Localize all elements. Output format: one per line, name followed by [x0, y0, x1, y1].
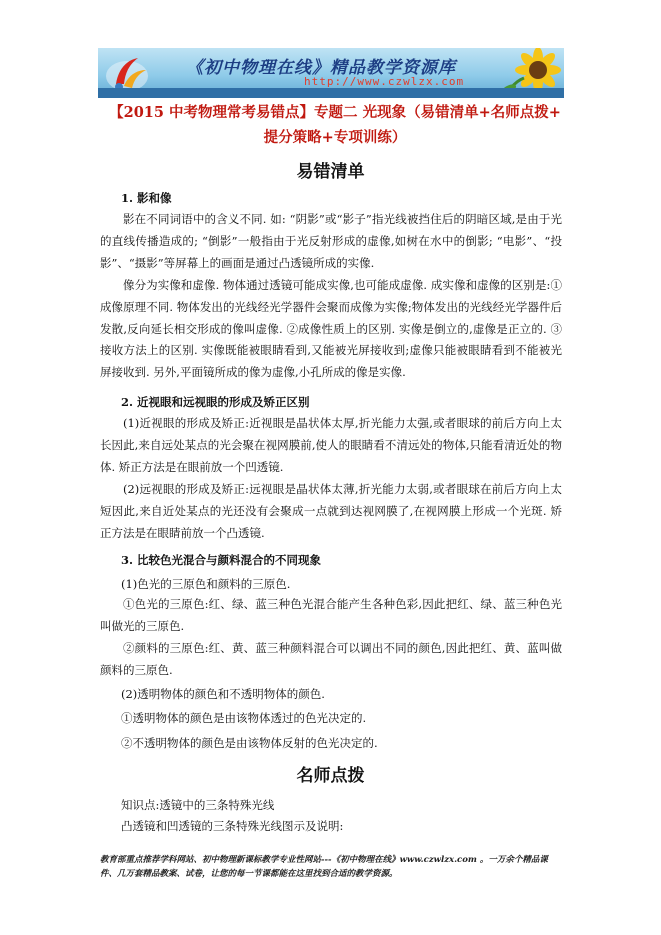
item-3-paragraph-1: ①色光的三原色:红、绿、蓝三种色光混合能产生各种色彩,因此把红、绿、蓝三种色光叫做光的三原色. [100, 597, 562, 633]
item-3-line-4: ②不透明物体的颜色是由该物体反射的色光决定的. [121, 736, 378, 750]
item-3-paragraph-2: ②颜料的三原色:红、黄、蓝三种颜料混合可以调出不同的颜色,因此把红、黄、蓝叫做颜料的三原色. [100, 641, 562, 677]
item-1-heading: 1. 影和像 [121, 191, 172, 205]
header-banner [98, 48, 564, 98]
item-1-paragraph-2: 像分为实像和虚像. 物体通过透镜可能成实像,也可能成虚像. 成实像和虚像的区别是:①成像原理不同. 物体发出的光线经光学器件会聚而成像为实像;物体发出的光线经光学器件后发散,反向延长相交形成的像叫虚像. ②成像性质上的区别. 实像是倒立的,虚像是正立的. ③接收方法上的区别. 实像既能被眼睛看到,又能被光屏接收到;虚像只能被眼睛看到不能被光屏接收到. 另外,平面镜所成的像为虚像,小孔所成的像是实像. [100, 278, 562, 380]
item-2-heading: 2. 近视眼和远视眼的形成及矫正区别 [121, 395, 310, 409]
banner-title: 《初中物理在线》精品教学资源库 [186, 58, 456, 78]
section-title-errors: 易错清单 [296, 162, 365, 182]
banner-url: http://www.czwlzx.com [304, 75, 465, 88]
item-3-heading: 3. 比较色光混合与颜料混合的不同现象 [121, 553, 322, 567]
item-3-line-3: ①透明物体的颜色是由该物体透过的色光决定的. [121, 711, 367, 725]
item-2-paragraph-1: (1)近视眼的形成及矫正:近视眼是晶状体太厚,折光能力太强,或者眼球的前后方向上太长因此,来自远处某点的光会聚在视网膜前,使人的眼睛看不清远处的物体,只能看清近处的物体. 矫正方法是在眼前放一个凹透镜. [100, 416, 562, 474]
tips-line-1: 知识点:透镜中的三条特殊光线 [121, 798, 275, 812]
item-2-paragraph-2: (2)远视眼的形成及矫正:远视眼是晶状体太薄,折光能力太弱,或者眼球在前后方向上太短因此,来自近处某点的光还没有会聚成一点就到达视网膜了,在视网膜上形成一个光斑. 矫正方法是在眼睛前放一个凸透镜. [100, 482, 562, 540]
document-title-line-2: 提分策略+专项训练） [263, 129, 407, 146]
section-title-tips: 名师点拨 [296, 766, 365, 786]
tips-line-2: 凸透镜和凹透镜的三条特殊光线图示及说明: [121, 819, 344, 833]
document-title-line-1: 【2015 中考物理常考易错点】专题二 光现象（易错清单+名师点拨+ [109, 104, 561, 121]
item-3-line-2: (2)透明物体的颜色和不透明物体的颜色. [121, 687, 325, 701]
item-3-line-1: (1)色光的三原色和颜料的三原色. [121, 577, 291, 591]
page-footer: 教育部重点推荐学科网站、初中物理新课标教学专业性网站---《初中物理在线》www.czwlzx.com 。一万余个精品课件、几万套精品教案、试卷，让您的每一节课都能在这里找到合适的教学资源。 [100, 855, 548, 879]
item-1-paragraph-1: 影在不同词语中的含义不同. 如: “阴影”或“影子”指光线被挡住后的阴暗区域,是由于光的直线传播造成的; “倒影”一般指由于光反射形成的虚像,如树在水中的倒影; “电影”、“投影”、“摄影”等屏幕上的画面是通过凸透镜所成的实像. [100, 212, 562, 270]
